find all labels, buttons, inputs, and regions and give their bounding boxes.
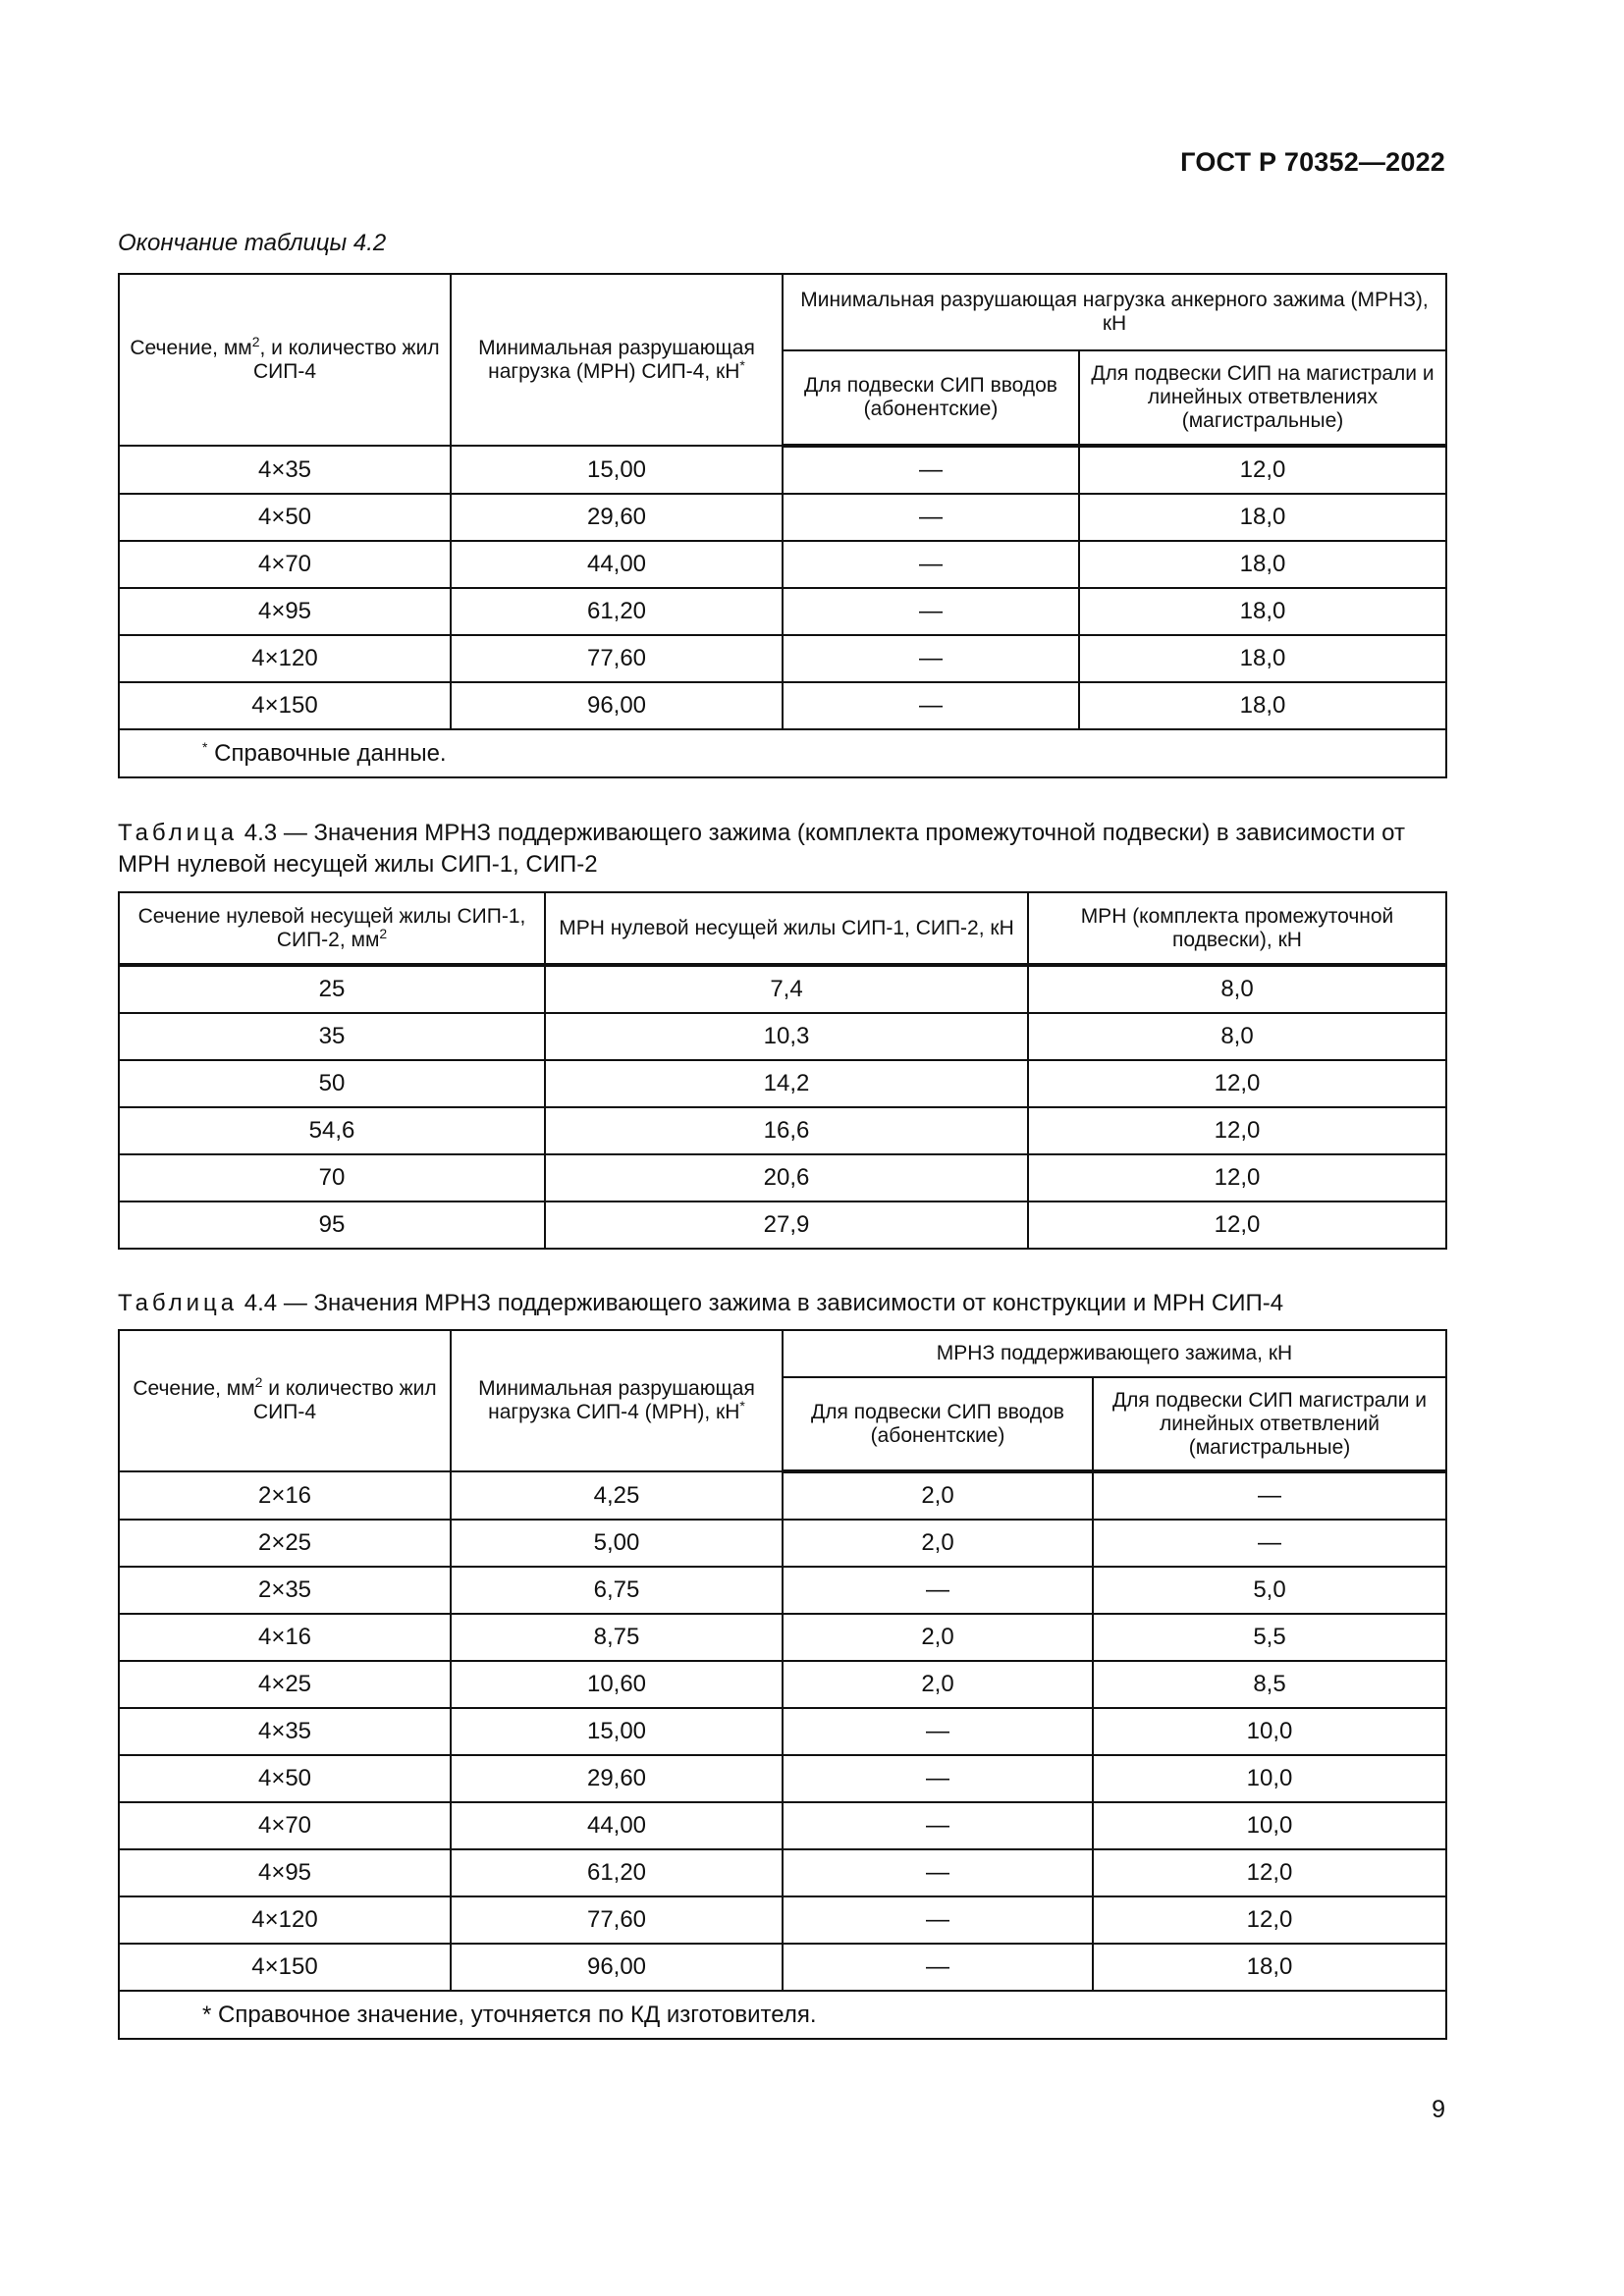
table-cell: 10,0 bbox=[1093, 1708, 1446, 1755]
table-cell: 12,0 bbox=[1028, 1154, 1446, 1201]
table-cell: 12,0 bbox=[1028, 1107, 1446, 1154]
table-cell: — bbox=[783, 588, 1079, 635]
header-mainline: Для подвески СИП магистрали и линейных ответвлений (магистральные) bbox=[1093, 1377, 1446, 1471]
table-row bbox=[119, 1471, 1446, 1520]
table-cell: 2,0 bbox=[783, 1661, 1093, 1708]
table-cell: — bbox=[1093, 1471, 1446, 1520]
header-mrn: Минимальная разрушающая нагрузка (МРН) СИП-4, кН* bbox=[451, 274, 783, 446]
table-cell: 15,00 bbox=[451, 446, 783, 494]
table-cell: 4,25 bbox=[451, 1471, 783, 1520]
table-cell: 7,4 bbox=[545, 965, 1028, 1013]
table-cell: 4×25 bbox=[119, 1661, 451, 1708]
table-4-2-caption: Окончание таблицы 4.2 bbox=[118, 230, 387, 256]
table-cell: 12,0 bbox=[1093, 1849, 1446, 1896]
table-cell: 4×50 bbox=[119, 1755, 451, 1802]
table-row bbox=[119, 1614, 1446, 1661]
table-note: * Справочное значение, уточняется по КД изготовителя. bbox=[119, 1991, 1446, 2039]
table-cell: 20,6 bbox=[545, 1154, 1028, 1201]
table-cell: — bbox=[783, 682, 1079, 729]
table-cell: 4×150 bbox=[119, 1944, 451, 1991]
table-cell: 8,5 bbox=[1093, 1661, 1446, 1708]
table-cell: 2,0 bbox=[783, 1614, 1093, 1661]
table-row bbox=[119, 446, 1446, 494]
table-4-4-caption: Таблица 4.4 — Значения МРНЗ поддерживающего зажима в зависимости от конструкции и МРН СИП-4 bbox=[118, 1290, 1284, 1316]
table-row bbox=[119, 1567, 1446, 1614]
table-cell: 4×70 bbox=[119, 541, 451, 588]
table-note: * Справочные данные. bbox=[119, 729, 1446, 777]
table-cell: 18,0 bbox=[1079, 682, 1446, 729]
table-cell: 12,0 bbox=[1028, 1201, 1446, 1249]
table-cell: 18,0 bbox=[1079, 635, 1446, 682]
table-row bbox=[119, 1520, 1446, 1567]
table-4-3 bbox=[118, 891, 1447, 1250]
table-row bbox=[119, 1944, 1446, 1991]
header-section: Сечение, $мм^2$, и количество жил СИП-4 bbox=[119, 274, 451, 446]
table-cell: 8,0 bbox=[1028, 1013, 1446, 1060]
table-cell: 29,60 bbox=[451, 494, 783, 541]
table-cell: 6,75 bbox=[451, 1567, 783, 1614]
table-4-3-caption: Таблица 4.3 — Значения МРНЗ поддерживающего зажима (комплекта промежуточной подвески) в зависимости от МРН нулевой несущей жилы СИП-1, СИП-2 bbox=[118, 820, 1405, 878]
table-cell: 35 bbox=[119, 1013, 545, 1060]
table-cell: 25 bbox=[119, 965, 545, 1013]
table-cell: — bbox=[783, 1755, 1093, 1802]
table-cell: 2×35 bbox=[119, 1567, 451, 1614]
table-cell: 61,20 bbox=[451, 1849, 783, 1896]
table-row bbox=[119, 494, 1446, 541]
table-row bbox=[119, 635, 1446, 682]
header-neutral-section: Сечение нулевой несущей жилы СИП-1, СИП-2, $мм^2$ bbox=[119, 892, 545, 965]
table-cell: 18,0 bbox=[1079, 494, 1446, 541]
table-cell: 4×95 bbox=[119, 588, 451, 635]
table-cell: 2×25 bbox=[119, 1520, 451, 1567]
table-cell: 5,0 bbox=[1093, 1567, 1446, 1614]
table-cell: 14,2 bbox=[545, 1060, 1028, 1107]
table-cell: 12,0 bbox=[1093, 1896, 1446, 1944]
table-cell: — bbox=[783, 541, 1079, 588]
table-cell: 44,00 bbox=[451, 541, 783, 588]
table-cell: 50 bbox=[119, 1060, 545, 1107]
table-cell: 15,00 bbox=[451, 1708, 783, 1755]
table-cell: — bbox=[783, 446, 1079, 494]
table-row bbox=[119, 1154, 1446, 1201]
document-code: ГОСТ Р 70352—2022 bbox=[1180, 147, 1445, 177]
table-row bbox=[119, 1013, 1446, 1060]
header-mainline: Для подвески СИП на магистрали и линейных ответвлениях (магистральные) bbox=[1079, 350, 1446, 446]
table-row bbox=[119, 1661, 1446, 1708]
table-cell: 8,75 bbox=[451, 1614, 783, 1661]
table-cell: 12,0 bbox=[1079, 446, 1446, 494]
table-4-4 bbox=[118, 1329, 1447, 2040]
table-cell: 18,0 bbox=[1079, 541, 1446, 588]
table-cell: 70 bbox=[119, 1154, 545, 1201]
header-suspension-mrn: МРН (комплекта промежуточной подвески), кН bbox=[1028, 892, 1446, 965]
table-row bbox=[119, 588, 1446, 635]
header-mrn: Минимальная разрушающая нагрузка СИП-4 (МРН), кН* bbox=[451, 1330, 783, 1471]
table-row bbox=[119, 682, 1446, 729]
table-row bbox=[119, 541, 1446, 588]
header-subscriber: Для подвески СИП вводов (абонентские) bbox=[783, 350, 1079, 446]
table-row bbox=[119, 1896, 1446, 1944]
table-cell: 4×70 bbox=[119, 1802, 451, 1849]
table-cell: 77,60 bbox=[451, 635, 783, 682]
table-cell: 2,0 bbox=[783, 1520, 1093, 1567]
table-cell: — bbox=[783, 1944, 1093, 1991]
table-4-2 bbox=[118, 273, 1447, 778]
table-row bbox=[119, 1802, 1446, 1849]
table-cell: 2×16 bbox=[119, 1471, 451, 1520]
table-row bbox=[119, 1708, 1446, 1755]
header-section: Сечение, $мм^2$ и количество жил СИП-4 bbox=[119, 1330, 451, 1471]
table-cell: — bbox=[783, 1708, 1093, 1755]
header-neutral-mrn: МРН нулевой несущей жилы СИП-1, СИП-2, кН bbox=[545, 892, 1028, 965]
table-cell: 4×50 bbox=[119, 494, 451, 541]
table-cell: 10,0 bbox=[1093, 1802, 1446, 1849]
table-cell: 10,0 bbox=[1093, 1755, 1446, 1802]
table-cell: 12,0 bbox=[1028, 1060, 1446, 1107]
table-cell: — bbox=[783, 494, 1079, 541]
table-cell: — bbox=[783, 1567, 1093, 1614]
table-cell: — bbox=[1093, 1520, 1446, 1567]
table-cell: 4×16 bbox=[119, 1614, 451, 1661]
header-subscriber: Для подвески СИП вводов (абонентские) bbox=[783, 1377, 1093, 1471]
table-cell: 27,9 bbox=[545, 1201, 1028, 1249]
table-cell: 96,00 bbox=[451, 682, 783, 729]
table-cell: 4×35 bbox=[119, 1708, 451, 1755]
table-cell: 4×95 bbox=[119, 1849, 451, 1896]
table-cell: 10,60 bbox=[451, 1661, 783, 1708]
table-cell: 5,5 bbox=[1093, 1614, 1446, 1661]
table-cell: 8,0 bbox=[1028, 965, 1446, 1013]
table-row bbox=[119, 965, 1446, 1013]
table-row bbox=[119, 1755, 1446, 1802]
header-support-clamp-load: МРНЗ поддерживающего зажима, кН bbox=[783, 1330, 1446, 1377]
table-cell: 18,0 bbox=[1079, 588, 1446, 635]
table-cell: 95 bbox=[119, 1201, 545, 1249]
table-cell: 4×120 bbox=[119, 1896, 451, 1944]
table-row bbox=[119, 1060, 1446, 1107]
table-cell: — bbox=[783, 1802, 1093, 1849]
table-cell: 18,0 bbox=[1093, 1944, 1446, 1991]
table-cell: 2,0 bbox=[783, 1471, 1093, 1520]
table-cell: 4×150 bbox=[119, 682, 451, 729]
table-cell: 16,6 bbox=[545, 1107, 1028, 1154]
page-number: 9 bbox=[1432, 2096, 1445, 2123]
table-cell: 61,20 bbox=[451, 588, 783, 635]
table-cell: 54,6 bbox=[119, 1107, 545, 1154]
table-cell: — bbox=[783, 1896, 1093, 1944]
table-cell: 44,00 bbox=[451, 1802, 783, 1849]
table-row bbox=[119, 1107, 1446, 1154]
table-row bbox=[119, 1201, 1446, 1249]
table-row bbox=[119, 1849, 1446, 1896]
table-cell: 4×35 bbox=[119, 446, 451, 494]
table-cell: 10,3 bbox=[545, 1013, 1028, 1060]
table-cell: — bbox=[783, 635, 1079, 682]
table-cell: 77,60 bbox=[451, 1896, 783, 1944]
table-cell: 29,60 bbox=[451, 1755, 783, 1802]
table-cell: 96,00 bbox=[451, 1944, 783, 1991]
table-cell: 4×120 bbox=[119, 635, 451, 682]
table-cell: — bbox=[783, 1849, 1093, 1896]
header-anchor-clamp-load: Минимальная разрушающая нагрузка анкерного зажима (МРНЗ), кН bbox=[783, 274, 1446, 350]
table-cell: 5,00 bbox=[451, 1520, 783, 1567]
